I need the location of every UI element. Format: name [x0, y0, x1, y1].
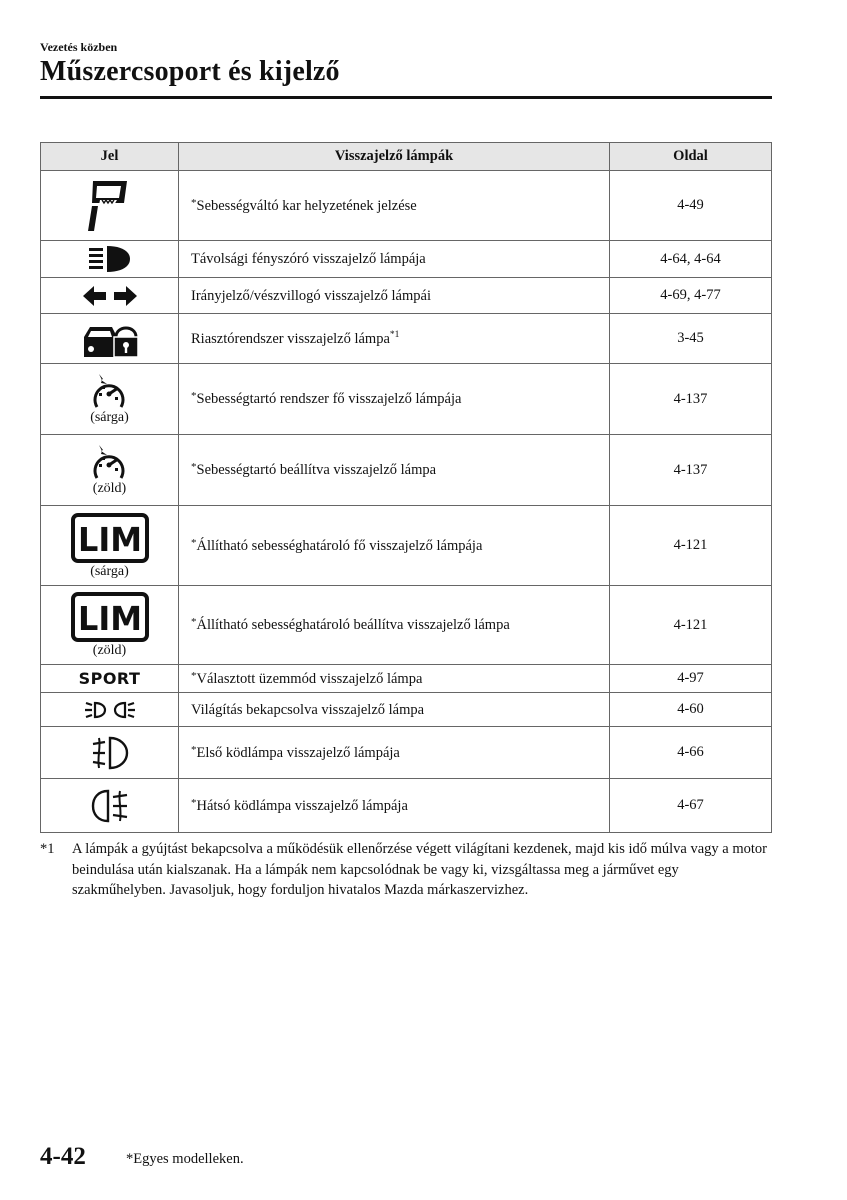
description-text: Állítható sebességhatároló fő visszajelző lámpája	[196, 537, 483, 554]
color-caption: (sárga)	[90, 410, 129, 425]
symbol-cell	[41, 278, 179, 314]
description-cell	[179, 586, 610, 665]
footnote-mark: *1	[40, 841, 55, 857]
symbol-cell	[41, 314, 179, 364]
sport-mode-icon: SPORT	[78, 668, 141, 688]
description-cell	[179, 727, 610, 779]
page-number: 4-42	[40, 1143, 86, 1170]
page-cell: 4-69, 4-77	[610, 278, 772, 314]
page-cell: 4-97	[610, 665, 772, 693]
table-row	[41, 314, 772, 364]
asterisk: *	[191, 796, 197, 809]
description-text: Sebességváltó kar helyzetének jelzése	[196, 197, 417, 214]
column-header-symbol: Jel	[41, 143, 179, 171]
footnote	[40, 839, 772, 901]
page-cell: 4-137	[610, 435, 772, 506]
description-text: Választott üzemmód visszajelző lámpa	[196, 670, 423, 687]
asterisk: *	[191, 196, 197, 209]
footnote-ref: *1	[389, 329, 400, 340]
description-text: Állítható sebességhatároló beállítva visszajelző lámpa	[196, 617, 510, 633]
description-cell	[179, 435, 610, 506]
symbol-cell	[41, 665, 179, 693]
description-cell	[179, 364, 610, 435]
description-text: Sebességtartó rendszer fő visszajelző lámpája	[196, 391, 462, 407]
footnote-text: A lámpák a gyújtást bekapcsolva a működésük ellenőrzése végett világítani kezdenek, majd kis idő múlva vagy a motor beindulása után kialszanak. Ha a lámpák nem kapcsolódnak be vagy ki, vizsgáltassa meg a járművet egy szakműhelyben. Javasoljuk, hogy forduljon hivatalos Mazda márkaszervizhez.	[72, 841, 767, 898]
page-cell: 4-66	[610, 727, 772, 779]
description-text: Irányjelző/vészvillogó visszajelző lámpái	[191, 287, 431, 304]
page-cell: 4-64, 4-64	[610, 241, 772, 278]
table-row	[41, 586, 772, 665]
asterisk: *	[191, 743, 197, 756]
symbol-cell	[41, 171, 179, 241]
table-row	[41, 171, 772, 241]
asterisk: *	[191, 536, 197, 549]
description-text: Világítás bekapcsolva visszajelző lámpa	[191, 701, 425, 718]
description-cell	[179, 171, 610, 241]
table-row	[41, 779, 772, 833]
color-caption: (sárga)	[90, 563, 129, 579]
description-text: Távolsági fényszóró visszajelző lámpája	[191, 251, 426, 267]
description-cell	[179, 665, 610, 693]
symbol-cell	[41, 506, 179, 586]
description-cell	[179, 506, 610, 586]
high-beam-icon	[87, 245, 133, 273]
symbol-cell	[41, 586, 179, 665]
description-cell	[179, 278, 610, 314]
description-cell	[179, 314, 610, 364]
title-rule	[40, 96, 772, 99]
description-text: Sebességtartó beállítva visszajelző lámpa	[196, 462, 437, 478]
symbol-cell	[41, 693, 179, 727]
description-cell	[179, 779, 610, 833]
indicator-table	[40, 142, 772, 833]
asterisk: *	[191, 616, 197, 628]
table-row	[41, 364, 772, 435]
color-caption: (zöld)	[92, 481, 127, 496]
table-row	[41, 727, 772, 779]
page-cell: 4-137	[610, 364, 772, 435]
symbol-cell	[41, 435, 179, 506]
security-alarm-icon	[82, 319, 138, 359]
lim-icon	[71, 513, 149, 563]
color-caption: (zöld)	[92, 643, 127, 658]
description-text: Hátsó ködlámpa visszajelző lámpája	[196, 797, 408, 814]
table-row	[41, 278, 772, 314]
page-cell: 3-45	[610, 314, 772, 364]
description-cell	[179, 693, 610, 727]
page-title: Műszercsoport és kijelző	[40, 56, 340, 87]
page-cell: 4-49	[610, 171, 772, 241]
table-row	[41, 665, 772, 693]
rear-fog-icon	[90, 788, 130, 824]
cruise-control-icon	[90, 373, 130, 409]
front-fog-icon	[90, 735, 130, 771]
gear-position-p-icon	[87, 177, 133, 235]
page-cell: 4-121	[610, 506, 772, 586]
page-cell: 4-60	[610, 693, 772, 727]
turn-signal-icon	[81, 285, 139, 307]
symbol-cell	[41, 364, 179, 435]
column-header-page: Oldal	[610, 143, 772, 171]
model-note: *Egyes modelleken.	[126, 1151, 244, 1167]
symbol-cell	[41, 779, 179, 833]
page-cell: 4-67	[610, 779, 772, 833]
table-header-row	[41, 143, 772, 171]
lim-icon	[71, 592, 149, 642]
lim-text: LIM	[77, 519, 142, 559]
asterisk: *	[191, 461, 197, 473]
description-text: Első ködlámpa visszajelző lámpája	[196, 744, 400, 761]
description-text: Riasztórendszer visszajelző lámpa	[191, 330, 390, 347]
section-label: Vezetés közben	[40, 40, 118, 54]
asterisk: *	[191, 390, 197, 402]
asterisk: *	[191, 669, 197, 682]
table-row	[41, 506, 772, 586]
cruise-control-icon	[90, 444, 130, 480]
lim-text: LIM	[77, 599, 142, 638]
table-row	[41, 693, 772, 727]
table-row	[41, 241, 772, 278]
description-cell	[179, 241, 610, 278]
symbol-cell	[41, 727, 179, 779]
symbol-cell	[41, 241, 179, 278]
headlight-on-icon	[83, 699, 137, 721]
column-header-description: Visszajelző lámpák	[179, 143, 610, 171]
table-row	[41, 435, 772, 506]
page-cell: 4-121	[610, 586, 772, 665]
